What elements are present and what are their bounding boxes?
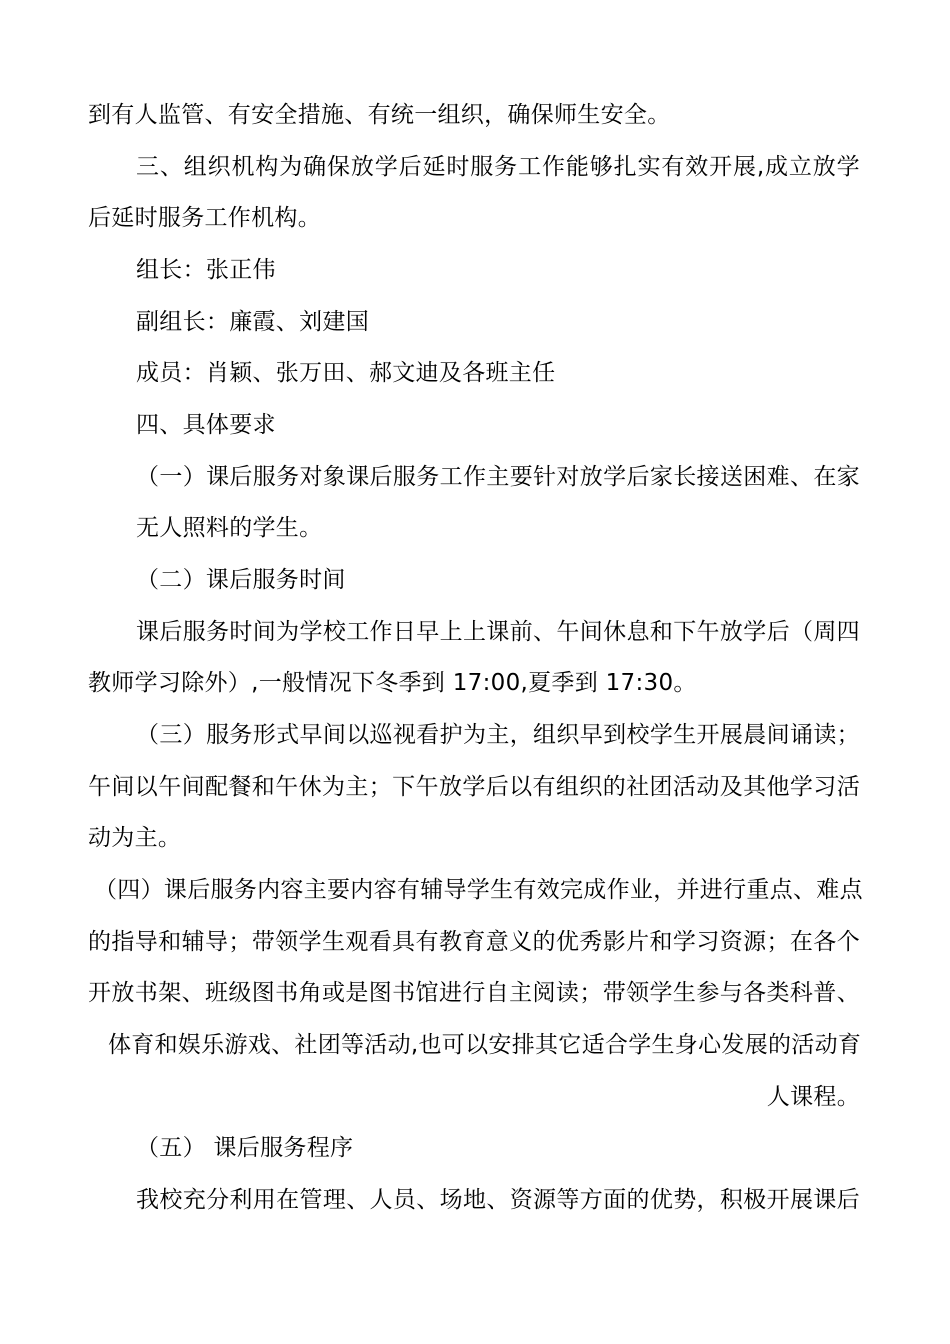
text-line-deputy-leader: 副组长：廉霞、刘建国 — [136, 309, 369, 335]
text-line-service-form-end: 动为主。 — [88, 825, 182, 851]
text-line-safety: 到有人监管、有安全措施、有统一组织，确保师生安全。 — [88, 102, 671, 128]
text-line-service-form-cont: 午间以午间配餐和午休为主；下午放学后以有组织的社团活动及其他学习活 — [88, 774, 860, 800]
section-heading-requirements: 四、具体要求 — [136, 412, 276, 438]
section-heading-organization: 三、组织机构为确保放学后延时服务工作能够扎实有效开展,成立放学 — [136, 154, 860, 180]
subsection-service-target: （一）课后服务对象课后服务工作主要针对放学后家长接送困难、在家 — [136, 464, 860, 490]
subsection-service-form: （三）服务形式早间以巡视看护为主，组织早到校学生开展晨间诵读； — [136, 722, 860, 748]
text-line-leader: 组长：张正伟 — [136, 257, 276, 283]
text-line-service-content-end: 人课程。 — [766, 1084, 860, 1110]
text-line-service-content-2: 的指导和辅导；带领学生观看具有教育意义的优秀影片和学习资源；在各个 — [88, 929, 860, 955]
text-line-service-time: 课后服务时间为学校工作日早上上课前、午间休息和下午放学后（周四 — [136, 619, 860, 645]
text-line-service-target-cont: 无人照料的学生。 — [136, 515, 323, 541]
text-line-members: 成员：肖颖、张万田、郝文迪及各班主任 — [136, 360, 556, 386]
subsection-service-time: （二）课后服务时间 — [136, 567, 346, 593]
text-line-organization-cont: 后延时服务工作机构。 — [88, 205, 321, 231]
text-line-service-content-4: 体育和娱乐游戏、社团等活动,也可以安排其它适合学生身心发展的活动育 — [108, 1032, 862, 1058]
text-line-service-procedure: 我校充分利用在管理、人员、场地、资源等方面的优势，积极开展课后 — [136, 1187, 860, 1213]
text-line-service-content-3: 开放书架、班级图书角或是图书馆进行自主阅读；带领学生参与各类科普、 — [88, 980, 860, 1006]
subsection-service-procedure: （五） 课后服务程序 — [136, 1135, 354, 1161]
text-line-service-time-cont: 教师学习除外）,一般情况下冬季到 17:00,夏季到 17:30。 — [88, 670, 697, 696]
subsection-service-content: （四）课后服务内容主要内容有辅导学生有效完成作业，并进行重点、难点 — [94, 877, 863, 903]
